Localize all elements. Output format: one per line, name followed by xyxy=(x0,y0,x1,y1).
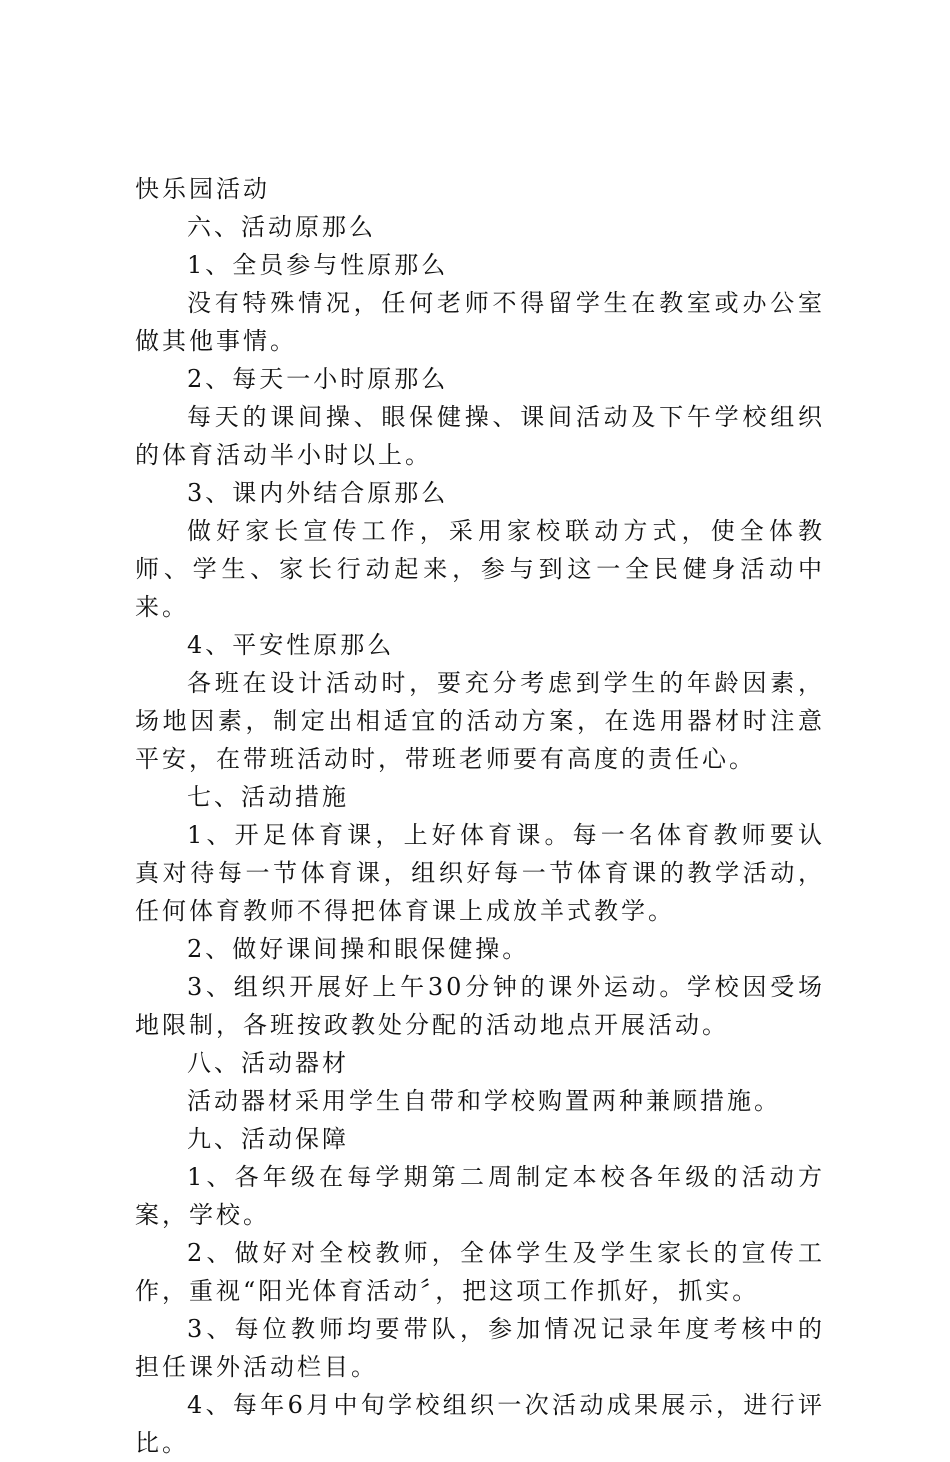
paragraph: 活动器材采用学生自带和学校购置两种兼顾措施。 xyxy=(187,1087,781,1115)
subheading-safety: 4、平安性原那么 xyxy=(187,631,395,659)
paragraph: 3、每位教师均要带队，参加情况记录年度考核中的担任课外活动栏目。 xyxy=(135,1315,825,1381)
section-heading-measures: 七、活动措施 xyxy=(187,783,349,811)
subheading-one-hour-daily: 2、每天一小时原那么 xyxy=(187,365,449,393)
paragraph: 各班在设计活动时，要充分考虑到学生的年龄因素，场地因素，制定出相适宜的活动方案，在选用器材时注意平安，在带班活动时，带班老师要有高度的责任心。 xyxy=(135,669,825,773)
paragraph: 2、做好对全校教师，全体学生及学生家长的宣传工作，重视“阳光体育活动〞，把这项工作抓好，抓实。 xyxy=(135,1239,825,1305)
paragraph: 做好家长宣传工作，采用家校联动方式，使全体教师、学生、家长行动起来，参与到这一全民健身活动中来。 xyxy=(135,517,825,621)
paragraph: 1、开足体育课，上好体育课。每一名体育教师要认真对待每一节体育课，组织好每一节体育课的教学活动，任何体育教师不得把体育课上成放羊式教学。 xyxy=(135,821,825,925)
section-heading-equipment: 八、活动器材 xyxy=(187,1049,349,1077)
subheading-full-participation: 1、全员参与性原那么 xyxy=(187,251,449,279)
paragraph-continuation: 快乐园活动 xyxy=(135,175,270,203)
paragraph: 2、做好课间操和眼保健操。 xyxy=(187,935,530,963)
paragraph: 1、各年级在每学期第二周制定本校各年级的活动方案，学校。 xyxy=(135,1163,825,1229)
paragraph: 没有特殊情况，任何老师不得留学生在教室或办公室做其他事情。 xyxy=(135,289,825,355)
section-heading-guarantee: 九、活动保障 xyxy=(187,1125,349,1153)
subheading-in-out-class: 3、课内外结合原那么 xyxy=(187,479,449,507)
document-page xyxy=(135,170,825,1462)
paragraph: 3、组织开展好上午30分钟的课外运动。学校因受场地限制，各班按政教处分配的活动地点开展活动。 xyxy=(135,973,825,1039)
paragraph: 每天的课间操、眼保健操、课间活动及下午学校组织的体育活动半小时以上。 xyxy=(135,403,825,469)
paragraph: 4、每年6月中旬学校组织一次活动成果展示，进行评比。 xyxy=(135,1391,825,1457)
section-heading-principles: 六、活动原那么 xyxy=(187,213,376,241)
